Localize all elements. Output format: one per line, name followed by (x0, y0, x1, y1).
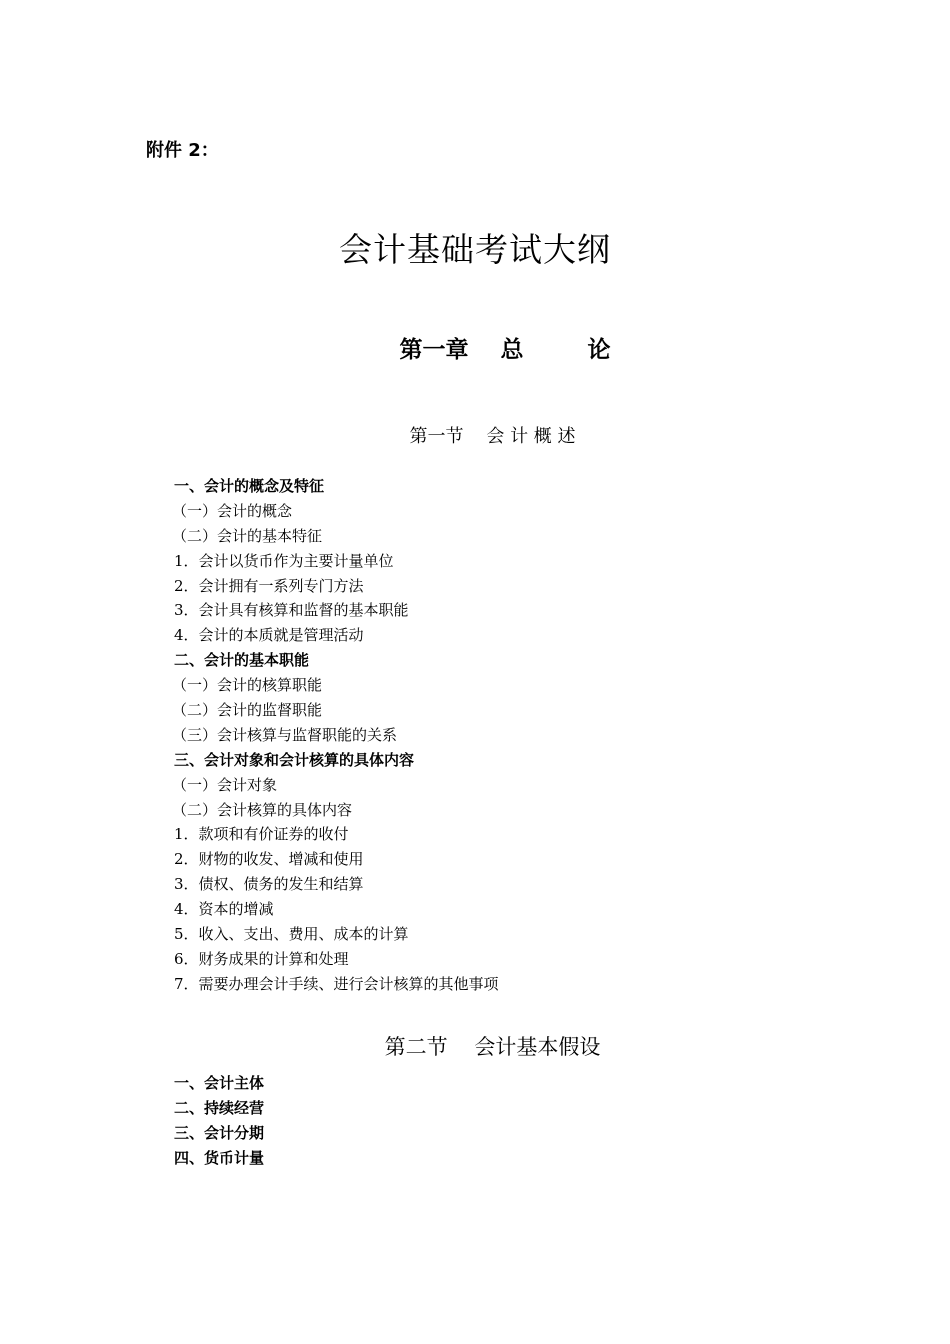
outline-item: 4．会计的本质就是管理活动 (174, 626, 364, 645)
outline-item: 2．财物的收发、增减和使用 (174, 850, 364, 869)
outline-heading: 二、会计的基本职能 (174, 651, 310, 670)
document-title: 会计基础考试大纲 (339, 230, 611, 269)
section-title-2: 第二节 会计基本假设 (384, 1035, 601, 1059)
outline-heading: 三、会计分期 (174, 1123, 265, 1142)
outline-item: 6．财务成果的计算和处理 (174, 949, 349, 968)
outline-item: 5．收入、支出、费用、成本的计算 (174, 925, 409, 944)
outline-item: （二）会计的监督职能 (172, 701, 323, 720)
outline-heading: 三、会计对象和会计核算的具体内容 (174, 750, 415, 769)
outline-item: （三）会计核算与监督职能的关系 (172, 725, 398, 744)
outline-heading: 一、会计的概念及特征 (174, 477, 325, 495)
section-title-1: 第一节 会 计 概 述 (409, 426, 576, 447)
chapter-title: 第一章 总 论 (399, 337, 611, 363)
section-outline-1 (174, 474, 499, 997)
outline-item: （一）会计对象 (172, 775, 278, 794)
outline-item: 3．债权、债务的发生和结算 (174, 875, 364, 894)
outline-heading: 二、持续经营 (174, 1098, 265, 1117)
outline-item: （二）会计的基本特征 (172, 526, 323, 545)
outline-item: 2．会计拥有一系列专门方法 (174, 576, 364, 595)
outline-item: （一）会计的概念 (172, 501, 293, 520)
outline-item: 7．需要办理会计手续、进行会计核算的其他事项 (174, 974, 499, 993)
attachment-label: 附件 2： (146, 140, 219, 161)
outline-heading: 一、会计主体 (174, 1074, 265, 1092)
outline-heading: 四、货币计量 (174, 1148, 265, 1167)
outline-item: 1．会计以货币作为主要计量单位 (174, 551, 394, 570)
outline-item: 3．会计具有核算和监督的基本职能 (174, 601, 409, 620)
outline-item: （一）会计的核算职能 (172, 676, 323, 695)
outline-item: 1．款项和有价证券的收付 (174, 825, 349, 844)
outline-item: （二）会计核算的具体内容 (172, 800, 353, 819)
outline-item: 4．资本的增减 (174, 900, 274, 919)
section-outline-2 (174, 1071, 264, 1171)
